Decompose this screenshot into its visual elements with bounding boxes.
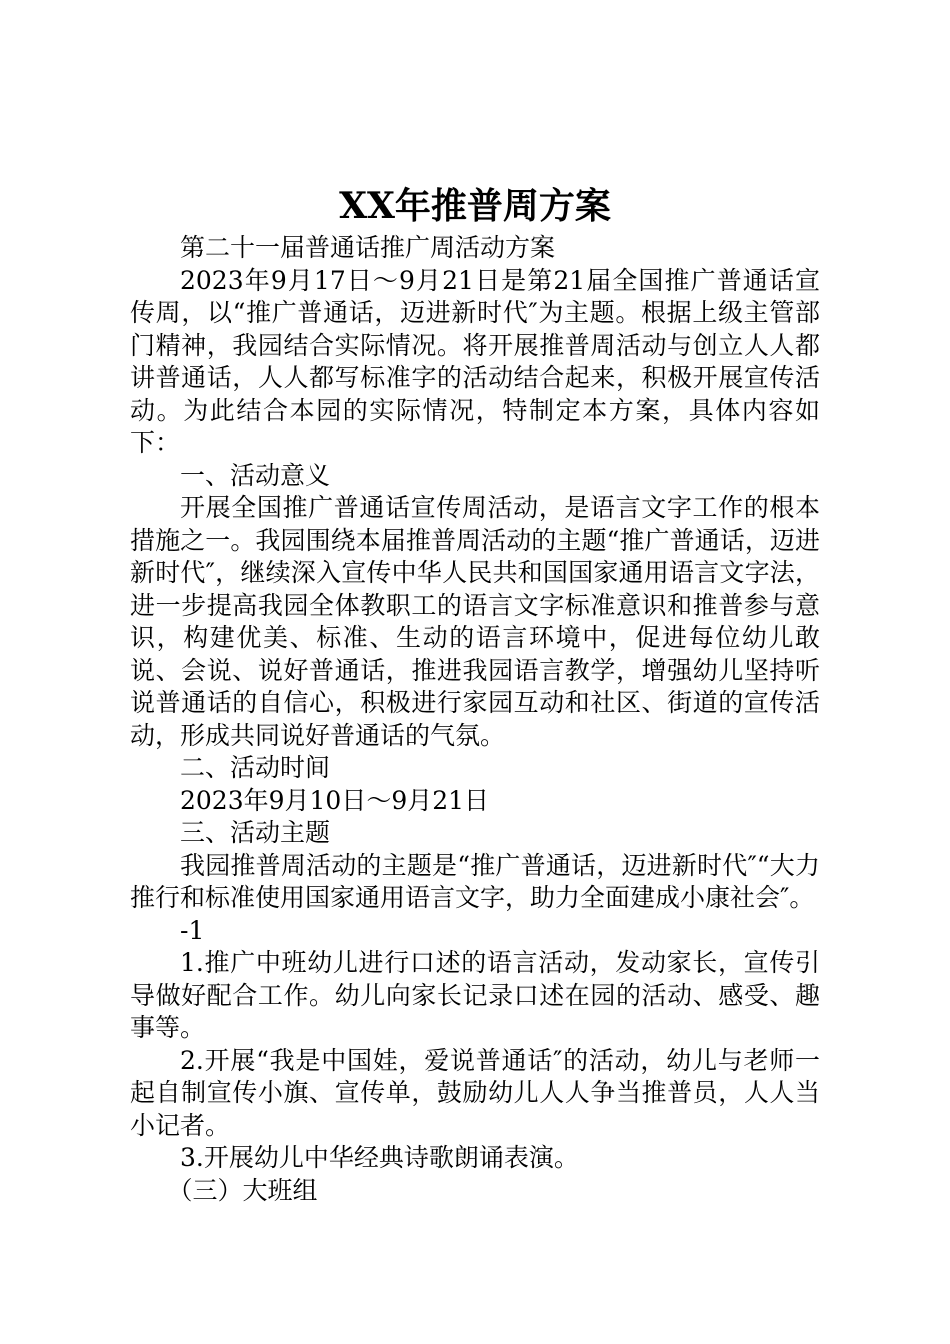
intro-paragraph: 2023年9月17日～9月21日是第21届全国推广普通话宣传周，以“推广普通话，迈进新时代″为主题。根据上级主管部门精神，我园结合实际情况。将开展推普周活动与创立人人都讲普通话，人人都写标准字的活动结合起来，积极开展宣传活动。为此结合本园的实际情况，特制定本方案，具体内容如下：: [130, 265, 820, 457]
theme-paragraph: 我园推普周活动的主题是“推广普通话，迈进新时代″“大力推行和标准使用国家通用语言文字，助力全面建成小康社会″。: [130, 850, 820, 912]
time-paragraph: 2023年9月10日～9月21日: [180, 785, 490, 815]
list-item-1: 1.推广中班幼儿进行口述的语言活动，发动家长，宣传引导做好配合工作。幼儿向家长记录口述在园的活动、感受、趣事等。: [130, 948, 820, 1042]
page-marker: -1: [180, 915, 205, 945]
subtitle-paragraph: 第二十一届普通话推广周活动方案: [180, 233, 556, 262]
list-item-3: 3.开展幼儿中华经典诗歌朗诵表演。: [180, 1143, 579, 1172]
subsection-heading-senior-class: （三）大班组: [167, 1175, 318, 1205]
section-heading-time: 二、活动时间: [180, 753, 331, 782]
document-title: XX年推普周方案: [339, 185, 611, 227]
list-item-2: 2.开展“我是中国娃，爱说普通话″的活动，幼儿与老师一起自制宣传小旗、宣传单，鼓励幼儿人人争当推普员，人人当小记者。: [130, 1045, 820, 1140]
section-heading-significance: 一、活动意义: [180, 460, 331, 490]
significance-paragraph: 开展全国推广普通话宣传周活动，是语言文字工作的根本措施之一。我园围绕本届推普周活动的主题“推广普通话，迈进新时代″，继续深入宣传中华人民共和国国家通用语言文字法，进一步提高我园全体教职工的语言文字标准意识和推普参与意识，构建优美、标准、生动的语言环境中，促进每位幼儿敢说、会说、说好普通话，推进我园语言教学，增强幼儿坚持听说普通话的自信心，积极进行家园互动和社区、街道的宣传活动，形成共同说好普通话的气氛。: [130, 493, 820, 750]
document-body: [130, 232, 820, 1207]
section-heading-theme: 三、活动主题: [180, 818, 331, 847]
